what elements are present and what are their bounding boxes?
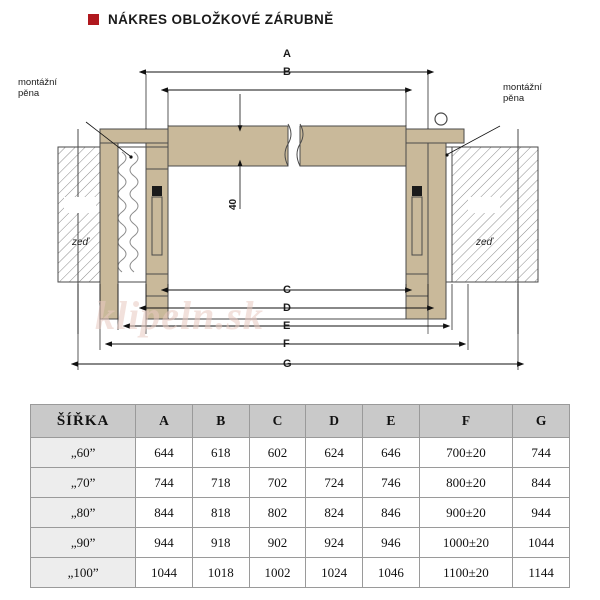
mounting-foam-left: [118, 147, 146, 282]
cell-b: 618: [192, 438, 249, 468]
cell-b: 1018: [192, 558, 249, 588]
table-row: [31, 498, 570, 528]
wall-right: [450, 129, 538, 334]
callout-foam-right-line1: montážní: [503, 82, 543, 93]
cell-g: 1044: [513, 528, 570, 558]
cell-a: 744: [136, 468, 193, 498]
cell-d: 924: [306, 528, 363, 558]
dim-label-a: A: [283, 48, 291, 60]
dim-label-f: F: [283, 338, 290, 350]
wall-label-left: zeď: [72, 237, 89, 248]
cell-width: „90”: [31, 528, 136, 558]
cell-d: 624: [306, 438, 363, 468]
dimensions-table: [30, 404, 570, 588]
cell-e: 946: [363, 528, 420, 558]
dim-label-40: 40: [228, 198, 239, 210]
cell-c: 1002: [249, 558, 306, 588]
callout-foam-left-line2: pěna: [18, 87, 40, 99]
cell-width: „60”: [31, 438, 136, 468]
door-leaf: [168, 124, 406, 166]
table-header-d: D: [306, 405, 363, 438]
cell-g: 944: [513, 498, 570, 528]
wall-label-right: zeď: [476, 237, 493, 248]
dim-label-d: D: [283, 302, 291, 314]
cell-c: 902: [249, 528, 306, 558]
cell-width: „100”: [31, 558, 136, 588]
page-title-text: NÁKRES OBLOŽKOVÉ ZÁRUBNĚ: [108, 12, 334, 27]
dim-label-c: C: [283, 284, 291, 296]
watermark: klipeln.sk: [95, 293, 264, 338]
cell-e: 646: [363, 438, 420, 468]
cell-a: 844: [136, 498, 193, 528]
cell-f: 1100±20: [419, 558, 513, 588]
table-header-g: G: [513, 405, 570, 438]
table-header-sirka: ŠÍŘKA: [31, 405, 136, 438]
table-header-a: A: [136, 405, 193, 438]
cell-b: 918: [192, 528, 249, 558]
table-row: [31, 558, 570, 588]
table-header-f: F: [419, 405, 513, 438]
cell-g: 844: [513, 468, 570, 498]
cell-f: 1000±20: [419, 528, 513, 558]
cell-e: 846: [363, 498, 420, 528]
callout-foam-right: [503, 83, 542, 105]
cell-a: 1044: [136, 558, 193, 588]
cell-d: 824: [306, 498, 363, 528]
cell-e: 1046: [363, 558, 420, 588]
cell-g: 744: [513, 438, 570, 468]
table-row: [31, 438, 570, 468]
cell-f: 900±20: [419, 498, 513, 528]
cell-d: 724: [306, 468, 363, 498]
cell-f: 800±20: [419, 468, 513, 498]
cell-b: 718: [192, 468, 249, 498]
callout-foam-left-line1: montážní: [18, 77, 58, 88]
dim-label-b: B: [283, 66, 291, 78]
table-row: [31, 468, 570, 498]
cell-e: 746: [363, 468, 420, 498]
callout-foam-right-line2: pěna: [503, 92, 525, 104]
cell-b: 818: [192, 498, 249, 528]
table-header-b: B: [192, 405, 249, 438]
cell-width: „70”: [31, 468, 136, 498]
table-header-e: E: [363, 405, 420, 438]
table-header-row: [31, 405, 570, 438]
cell-a: 944: [136, 528, 193, 558]
table-row: [31, 528, 570, 558]
page-title: [88, 12, 334, 27]
dim-label-e: E: [283, 320, 291, 332]
cell-c: 702: [249, 468, 306, 498]
cell-g: 1144: [513, 558, 570, 588]
cell-f: 700±20: [419, 438, 513, 468]
cell-d: 1024: [306, 558, 363, 588]
cell-width: „80”: [31, 498, 136, 528]
cell-c: 802: [249, 498, 306, 528]
dim-label-g: G: [283, 358, 292, 370]
table-header-c: C: [249, 405, 306, 438]
red-square-bullet-icon: [88, 14, 99, 25]
callout-foam-left: [18, 78, 57, 100]
cell-c: 602: [249, 438, 306, 468]
cell-a: 644: [136, 438, 193, 468]
